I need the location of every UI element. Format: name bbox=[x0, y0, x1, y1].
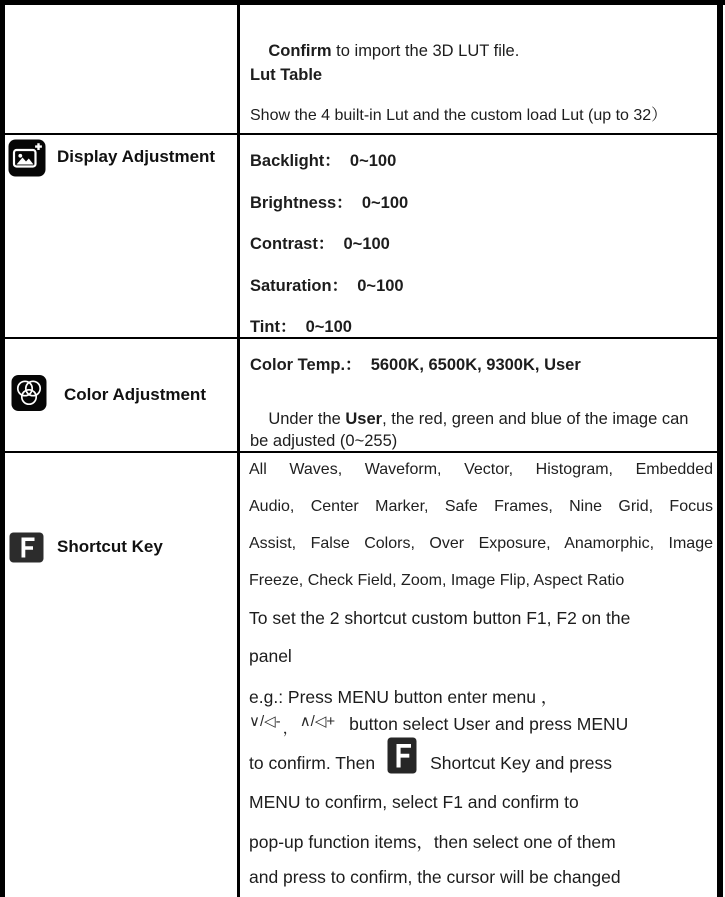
shortcut-inst-line-2: panel bbox=[249, 646, 292, 666]
lut-show-line: Show the 4 built-in Lut and the custom load Lut (up to 32） bbox=[250, 107, 668, 124]
brightness-range: Brightness： 0~100 bbox=[250, 194, 409, 212]
image-add-icon bbox=[8, 139, 46, 177]
shortcut-key-label: Shortcut Key bbox=[57, 537, 163, 556]
shortcut-inst-line-5 bbox=[249, 736, 612, 774]
row-divider-2 bbox=[3, 337, 722, 339]
saturation-range: Saturation： 0~100 bbox=[250, 277, 404, 295]
under-suffix: , the red, green and blue of the image can bbox=[382, 410, 689, 428]
shortcut-functions-line-2: Audio, Center Marker, Safe Frames, Nine Grid, Focus bbox=[249, 498, 713, 515]
tint-range: Tint： 0~100 bbox=[250, 318, 352, 336]
shortcut-inst-line-4 bbox=[249, 714, 628, 735]
table-border-top bbox=[0, 0, 725, 5]
shortcut-inst-line-3: e.g.: Press MENU button enter menu ， bbox=[249, 687, 559, 707]
lut-confirm-bold: Confirm bbox=[268, 41, 332, 60]
f-key-icon-inline bbox=[387, 737, 417, 774]
row-divider-1 bbox=[3, 133, 722, 135]
under-prefix: Under the bbox=[268, 410, 346, 428]
color-adjustment-label: Color Adjustment bbox=[64, 385, 206, 404]
key-separator-comma: ， bbox=[282, 720, 298, 737]
display-adjustment-label: Display Adjustment bbox=[57, 147, 216, 166]
lut-table-label: Lut Table bbox=[250, 66, 323, 84]
under-user-bold: User bbox=[345, 410, 383, 428]
inst-line-5-post: Shortcut Key and press bbox=[430, 753, 613, 773]
shortcut-inst-line-1: To set the 2 shortcut custom button F1, F2 on the bbox=[249, 608, 631, 628]
contrast-range: Contrast： 0~100 bbox=[250, 235, 390, 253]
volume-up-key-icon: ∧/◁+ bbox=[299, 713, 336, 730]
shortcut-inst-line-7: pop-up function items，then select one of them bbox=[249, 832, 616, 852]
inst-line-4-text: button select User and press MENU bbox=[349, 714, 629, 734]
backlight-range: Backlight： 0~100 bbox=[250, 152, 397, 170]
rgb-overlap-circles-icon bbox=[11, 374, 47, 412]
lut-confirm-rest: to import the 3D LUT file. bbox=[331, 41, 520, 60]
volume-down-key-icon: ∨/◁- bbox=[249, 713, 281, 730]
shortcut-functions-line-3: Assist, False Colors, Over Exposure, Anamorphic, Image bbox=[249, 535, 713, 552]
shortcut-functions-line-4: Freeze, Check Field, Zoom, Image Flip, Aspect Ratio bbox=[249, 572, 625, 589]
inst-line-5-pre: to confirm. Then bbox=[249, 753, 376, 773]
shortcut-functions-line-1: All Waves, Waveform, Vector, Histogram, Embedded bbox=[249, 461, 713, 478]
shortcut-inst-line-8: and press to confirm, the cursor will be changed bbox=[249, 867, 621, 887]
f-key-icon bbox=[9, 532, 44, 563]
color-temp-line: Color Temp.： 5600K, 6500K, 9300K, User bbox=[250, 356, 581, 374]
shortcut-inst-line-6: MENU to confirm, select F1 and confirm to bbox=[249, 792, 579, 812]
color-under-line2: be adjusted (0~255) bbox=[250, 432, 398, 450]
row-divider-3 bbox=[3, 451, 722, 453]
